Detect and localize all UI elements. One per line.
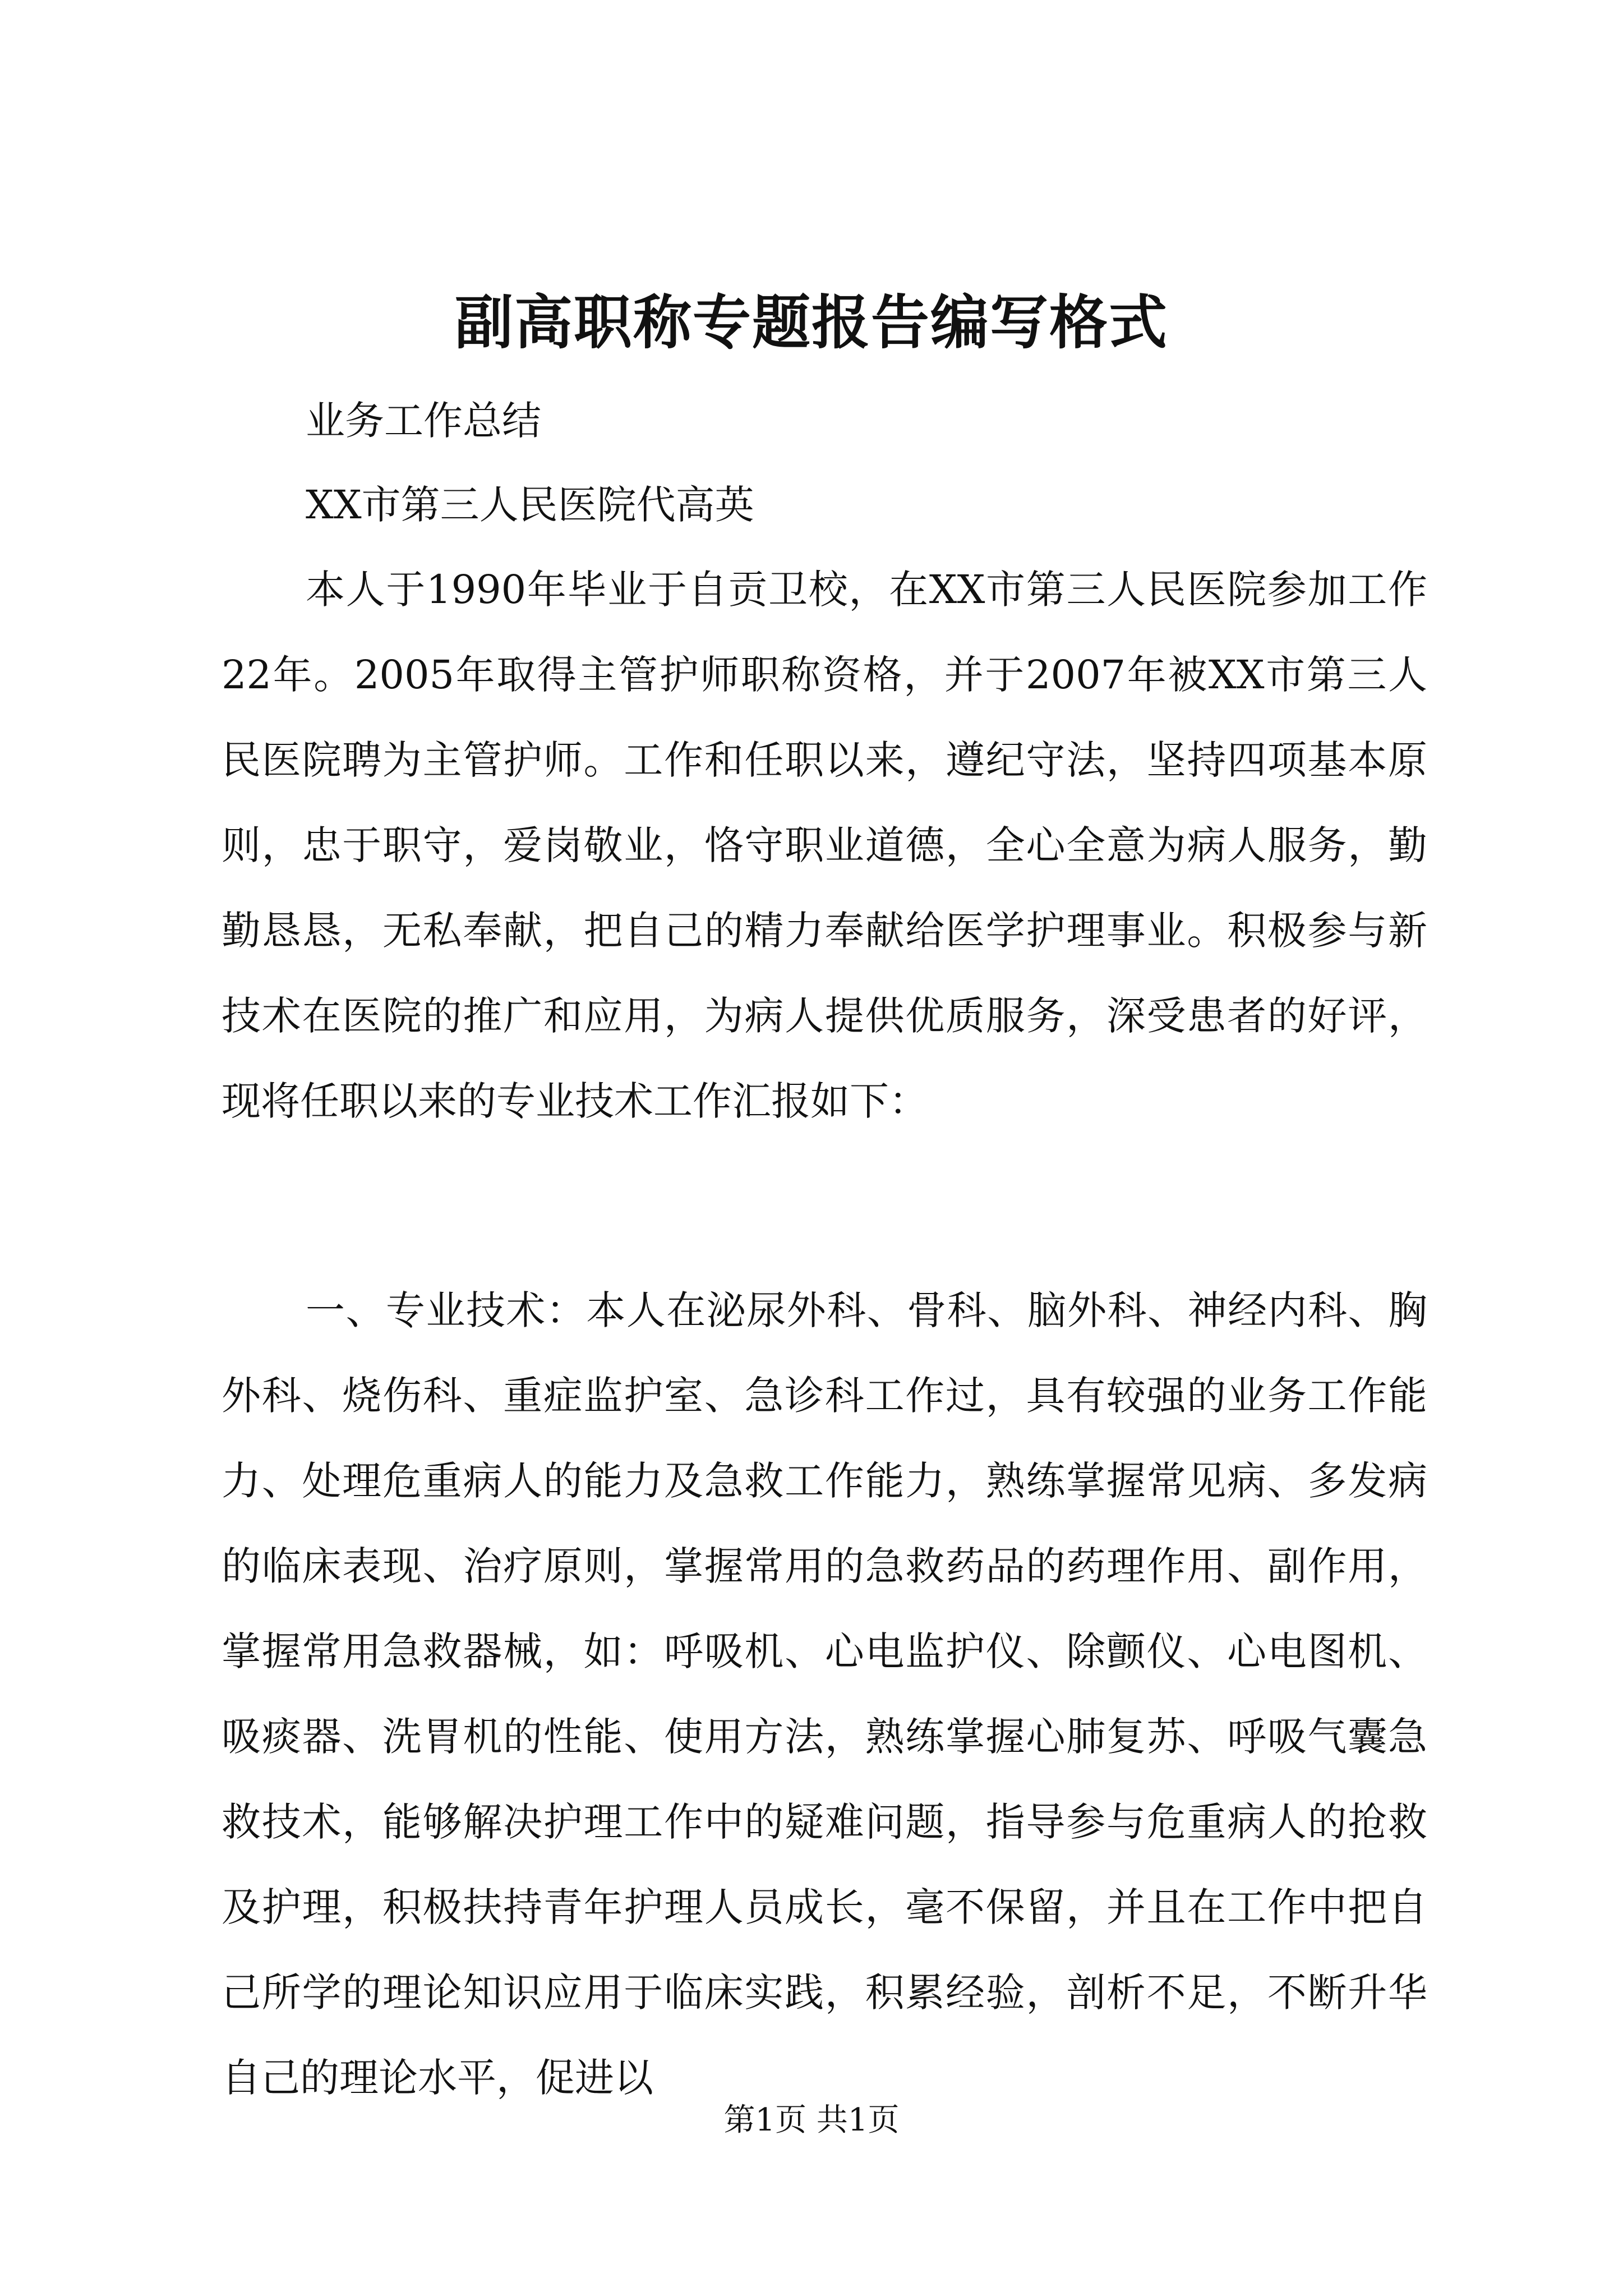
page-footer: 第1页 共1页 (723, 2102, 900, 2138)
body-paragraph-1: 本人于1990年毕业于自贡卫校，在XX市第三人民医院参加工作22年。2005年取得主管护师职称资格，并于2007年被XX市第三人民医院聘为主管护师。工作和任职以来，遵纪守法，坚持四项基本原则，忠于职守，爱岗敬业，恪守职业道德，全心全意为病人服务，勤勤恳恳，无私奉献，把自己的精力奉献给医学护理事业。积极参与新技术在医院的推广和应用，为病人提供优质服务，深受患者的好评，现将任职以来的专业技术工作汇报如下： (222, 567, 1427, 1124)
body-paragraph-2: 一、专业技术：本人在泌尿外科、骨科、脑外科、神经内科、胸外科、烧伤科、重症监护室、急诊科工作过，具有较强的业务工作能力、处理危重病人的能力及急救工作能力，熟练掌握常见病、多发病的临床表现、治疗原则，掌握常用的急救药品的药理作用、副作用，掌握常用急救器械，如：呼吸机、心电监护仪、除颤仪、心电图机、吸痰器、洗胃机的性能、使用方法，熟练掌握心肺复苏、呼吸气囊急救技术，能够解决护理工作中的疑难问题，指导参与危重病人的抢救及护理，积极扶持青年护理人员成长，毫不保留，并且在工作中把自己所学的理论知识应用于临床实践，积累经验，剖析不足，不断升华自己的理论水平，促进以 (222, 1287, 1427, 2101)
document-subtitle: 业务工作总结 (306, 398, 541, 444)
author-line: XX市第三人民医院代高英 (306, 482, 754, 528)
document-title: 副高职称专题报告编写格式 (454, 288, 1168, 357)
